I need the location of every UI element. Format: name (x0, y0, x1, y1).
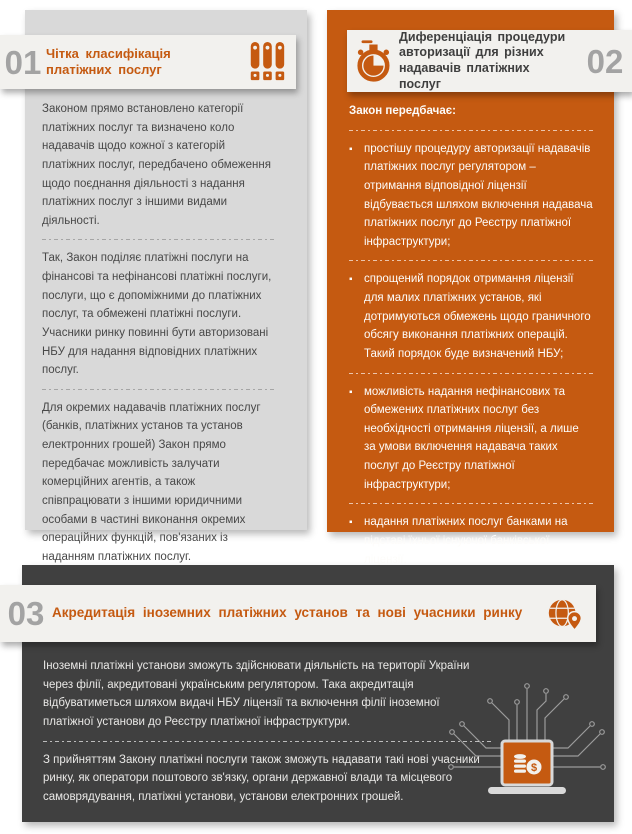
list-item: ▪ можливість надання нефінансових та обмежених платіжних послуг без необхідності отримання ліцензії, а лише за умови включення надавача таких послуг до Реєстру платіжної інфраструктури; (349, 383, 593, 495)
section-01-paragraph: Для окремих надавачів платіжних послуг (банків, платіжних установ та установ електронних грошей) Закон прямо передбачає можливість залучати комерційних агентів, а також співпрацювати з іншими юридичними особами в частині виконання окремих операційних функцій, пов'язаних із наданням платіжних послуг. (42, 401, 261, 563)
section-01-title: Чітка класифікація платіжних послуг (46, 45, 171, 77)
list-item: ▪ простішу процедуру авторизації надавачів платіжних послуг регулятором – отримання відповідної ліцензії відбувається шляхом включення надавача платіжних послуг до Реєстру платіжної інфраструктури; (349, 140, 593, 252)
bullet-icon: ▪ (349, 143, 353, 155)
dash-divider (349, 130, 593, 131)
section-01-number: 01 (4, 43, 42, 81)
bullet-icon: ▪ (349, 386, 353, 398)
globe-pin-icon (534, 593, 596, 635)
svg-text:$: $ (530, 762, 538, 774)
section-02-header-band (347, 30, 632, 92)
section-03-paragraph: З прийняттям Закону платіжні послуги також зможуть надавати такі нові учасники ринку, як оператори поштового зв'язку, органи державної влади та місцевого самоврядування, платіжні установи, установи електронних грошей. (43, 753, 480, 803)
dash-divider (42, 239, 274, 240)
section-03-body (43, 657, 491, 806)
dash-divider (42, 389, 274, 390)
dash-divider (43, 741, 491, 742)
section-02-title: Диференціація процедури авторизації для різних надавачів платіжних послуг (399, 29, 566, 91)
section-03-paragraph: Іноземні платіжні установи зможуть здійснювати діяльність на території України через філії, акредитовані українським регулятором. Така акредитація відбуватиметься шляхом видачі НБУ ліцензії та включення філії іноземної платіжної установи до Реєстру платіжної інфраструктури. (43, 660, 470, 728)
list-item: ▪ спрощений порядок отримання ліцензії для малих платіжних установ, які дотримуються обмежень щодо граничного обсягу виконання платіжних операцій. Такий порядок буде визначений НБУ; (349, 270, 593, 363)
bullet-icon: ▪ (349, 517, 353, 529)
section-02-number: 02 (586, 42, 624, 80)
section-02-body (349, 102, 593, 569)
section-02-intro: Закон передбачає: (349, 105, 456, 117)
section-03-number: 03 (7, 595, 45, 632)
binders-icon (238, 40, 296, 84)
dash-divider (349, 373, 593, 374)
section-03-title: Акредитація іноземних платіжних установ та нові учасники ринку (52, 605, 523, 621)
dash-divider (349, 260, 593, 261)
section-01-body (42, 100, 274, 566)
stopwatch-icon (347, 38, 399, 84)
section-01-paragraph: Так, Закон поділяє платіжні послуги на фінансові та нефінансові платіжні послуги, послуги, що є допоміжними до платіжних послуг, та обмежені платіжні послуги. Учасники ринку повинні бути авторизовані НБУ для надання відповідних платіжних послуг. (42, 252, 272, 377)
bullet-icon: ▪ (349, 274, 353, 286)
list-item: ▪ надання платіжних послуг банками на підставі їхньої існуючої банківської ліцензії. (349, 513, 593, 569)
dash-divider (349, 503, 593, 504)
section-01-header-band (0, 35, 296, 89)
section-03-header-band (0, 585, 596, 642)
section-01-paragraph: Законом прямо встановлено категорії платіжних послуг та визначено коло надавачів щодо кожної з категорій платіжних послуг, передбачено обмеження щодо поєднання діяльності з надання платіжних послуг з іншими видами діяльності. (42, 103, 271, 227)
